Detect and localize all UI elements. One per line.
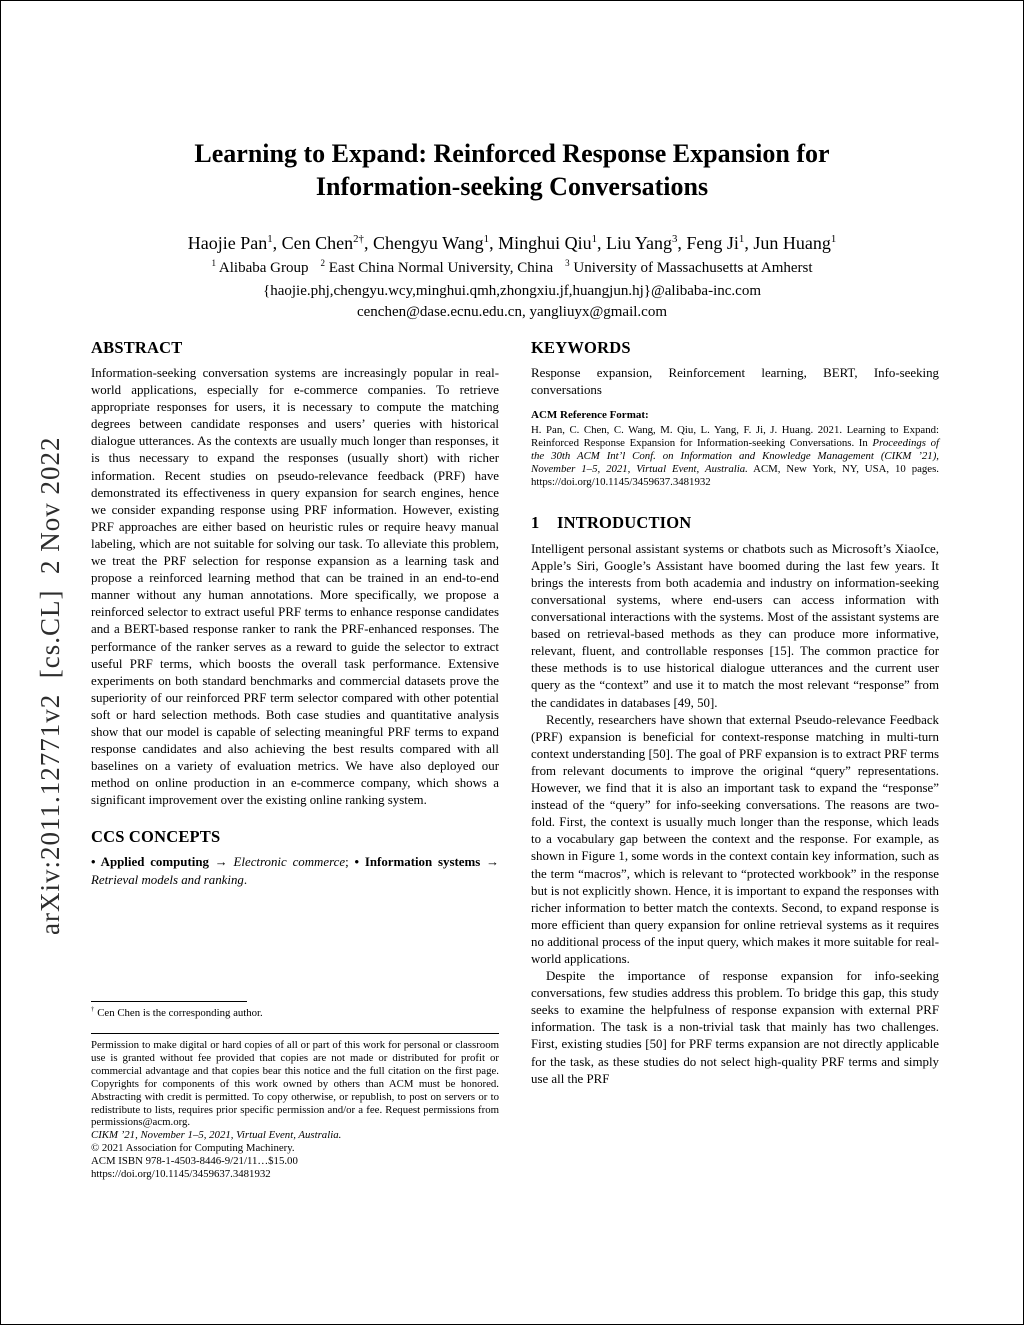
author: Chengyu Wang$^1$, [372,233,499,253]
title-line-1: Learning to Expand: Reinforced Response Expansion for [194,139,830,168]
intro-paragraph-2: Recently, researchers have shown that external Pseudo-relevance Feedback (PRF) expansion is beneficial for context-response matching in multi-turn context understanding [50]. The goal of PRF expansion is to extract PRF terms from relevant documents to improve the original “query” representations. However, we find that it is also an important task to expand the “response” instead of the “query” for info-seeking conversations. The reasons are two-fold. First, the context is usually much longer than the response, which leads to a vocabulary gap between the context and the response. For example, as shown in Figure 1, some words in the context contain key information, such as the term “macros”, which is relevant to “protected workbook” in the response but is not explicitly shown. Hence, it is important to expand the responses with richer information to better match the contexts. Second, to expand response is more efficient than query expansion for online retrieval systems as it requires no additional process of the input query, which makes it more suitable for real-world applications. [531,712,939,966]
title-line-2: Information-seeking Conversations [315,172,709,201]
keywords-heading: KEYWORDS [531,338,631,357]
author-affiliation-marker: 1 [591,233,597,245]
doi-link[interactable]: https://doi.org/10.1145/3459637.3481932 [91,1168,271,1181]
author: Liu Yang$^3$, [605,233,687,253]
author: Feng Ji$^1$, [686,233,754,253]
affiliations-line [63,260,961,277]
intro-paragraph-1: Intelligent personal assistant systems or chatbots such as Microsoft’s XiaoIce, Apple’s Siri, Google’s Assistant have boomed during the last few years. It brings the interests from both academia and industry on information-seeking conversational systems, where end-users can access information with conversational interactions with the systems. Most of the assistant systems are based on retrieval-based methods as they can produce more informative, relevant, fluent, and controllable responses [15]. The common practice for these methods is to use historical dialogue utterances and the current user query as the “context” and use it to match the most relevant “response” from the candidates in databases [49, 50]. [531,541,939,710]
footnote-separator [91,1001,247,1002]
intro-paragraph-3: Despite the importance of response expansion for info-seeking conversations, few studies address this problem. To bridge this gap, this study seeks to examine the helpfulness of response expansion with external PRF information. The task is a non-trivial task that mainly has two challenges. First, existing studies [50] for PRF terms expansion are not directly applicable for the task, as these studies do not select high-quality PRF terms and simply use all the PRF [531,969,939,1086]
authors-line [63,233,961,254]
paper-header [63,137,961,323]
section-title: INTRODUCTION [557,512,692,532]
author: Minghui Qiu$^1$, [498,233,606,253]
author-affiliation-marker: 1 [738,233,745,245]
abstract-text: Information-seeking conversation systems are increasingly popular in real-world applications, especially for e-commerce companies. To retrieve appropriate responses for users, it is necessary to compute the matching degrees between candidate responses and users’ queries with historical dialogue utterances. As the contexts are usually much longer than responses, it is thus necessary to expand the responses (usually short) with richer information. Recent studies on pseudo-relevance feedback (PRF) have demonstrated its effectiveness in query expansion for search engines, hence we consider expanding response using PRF information. However, existing PRF approaches are either based on heuristic rules or require heavy manual labeling, which are not suitable for solving our task. To alleviate this problem, we treat the PRF selection for response expansion as a learning task and propose a reinforced learning method that can be trained in an end-to-end manner without any human annotations. More specifically, we propose a reinforced selector to extract useful PRF terms to enhance response candidates and a BERT-based response ranker to rank the PRF-enhanced responses. The performance of the ranker serves as a reward to guide the selector to extract useful PRF terms, which boosts the overall task performance. Extensive experiments on both standard benchmarks and commercial datasets prove the superiority of our reinforced PRF term selector compared with other potential soft or hard selection methods. Both case studies and quantitative analysis show that our model is capable of selecting meaningful PRF terms to expand response candidates and also achieving the best results compared with all baselines on a variety of evaluation metrics. We have also deployed our method on online production in an e-commerce company, which shows a significant improvement over the existing online ranking system. [91,366,499,808]
author: Haojie Pan$^1$, [187,233,282,253]
copyright-text: © 2021 Association for Computing Machinery. [91,1142,295,1155]
keywords-text: Response expansion, Reinforcement learning, BERT, Info-seeking conversations [531,366,939,398]
corresponding-author-footnote: † Cen Chen is the corresponding author. [91,1006,263,1019]
arxiv-watermark: arXiv:2011.12771v2 [cs.CL] 2 Nov 2022 [35,436,65,935]
introduction-heading [531,513,939,533]
permission-text: Permission to make digital or hard copies of all or part of this work for personal or classroom use is granted without fee provided that copies are not made or distributed for profit or commercial advantage and that copies bear this notice and the full citation on the first page. Copyrights for components of this work owned by others than ACM must be honored. Abstracting with credit is permitted. To copy otherwise, or republish, to post on servers or to redistribute to lists, requires prior specific permission and/or a fee. Request permissions from permissions@acm.org. [91,1039,499,1129]
paper-title [63,137,961,203]
affiliation: $^3$ University of Massachusetts at Amherst [565,258,813,276]
abstract-heading: ABSTRACT [91,338,183,357]
left-column [91,338,499,889]
author: Cen Chen$^{2\dagger}$, [281,233,373,253]
right-column [531,338,939,1088]
footnote-block [91,1001,499,1181]
section-number: 1 [531,512,540,532]
email-line-2: cenchen@dase.ecnu.edu.cn, yangliuyx@gmail.com [356,304,668,320]
permission-block [91,1033,499,1181]
affiliation: $^2$ East China Normal University, China [320,258,554,276]
acm-reference-text: H. Pan, C. Chen, C. Wang, M. Qiu, L. Yang, F. Ji, J. Huang. 2021. Learning to Expand: Reinforced Response Expansion for Information-seeking Conversations. In Proceedings of the 30th ACM Int’l Conf. on Information and Knowledge Management (CIKM ’21), November 1–5, 2021, Virtual Event, Australia. ACM, New York, NY, USA, 10 pages. https://doi.org/10.1145/3459637.3481932 [531,424,940,488]
author-affiliation-marker: 1 [483,233,490,245]
author-affiliation-marker: 1 [267,233,273,245]
author-affiliation-marker: 3 [672,233,678,245]
emails-block [63,281,961,323]
dagger-marker: † [91,1006,95,1014]
author-affiliation-marker: 2† [353,233,364,245]
ccs-heading: CCS CONCEPTS [91,827,221,847]
author: Jun Huang$^1$ [753,233,837,253]
isbn-text: ACM ISBN 978-1-4503-8446-9/21/11…$15.00 [91,1155,298,1168]
affiliation: $^1$ Alibaba Group [211,258,309,276]
venue-text: CIKM ’21, November 1–5, 2021, Virtual Event, Australia. [91,1129,342,1142]
acm-reference-heading: ACM Reference Format: [531,409,649,422]
author-affiliation-marker: 1 [830,233,837,245]
ccs-concepts-text: • Applied computing → Electronic commerce; • Information systems → Retrieval models and ranking. [91,855,499,887]
email-line-1: {haojie.phj,chengyu.wcy,minghui.qmh,zhongxiu.jf,huangjun.hj}@alibaba-inc.com [263,283,761,299]
